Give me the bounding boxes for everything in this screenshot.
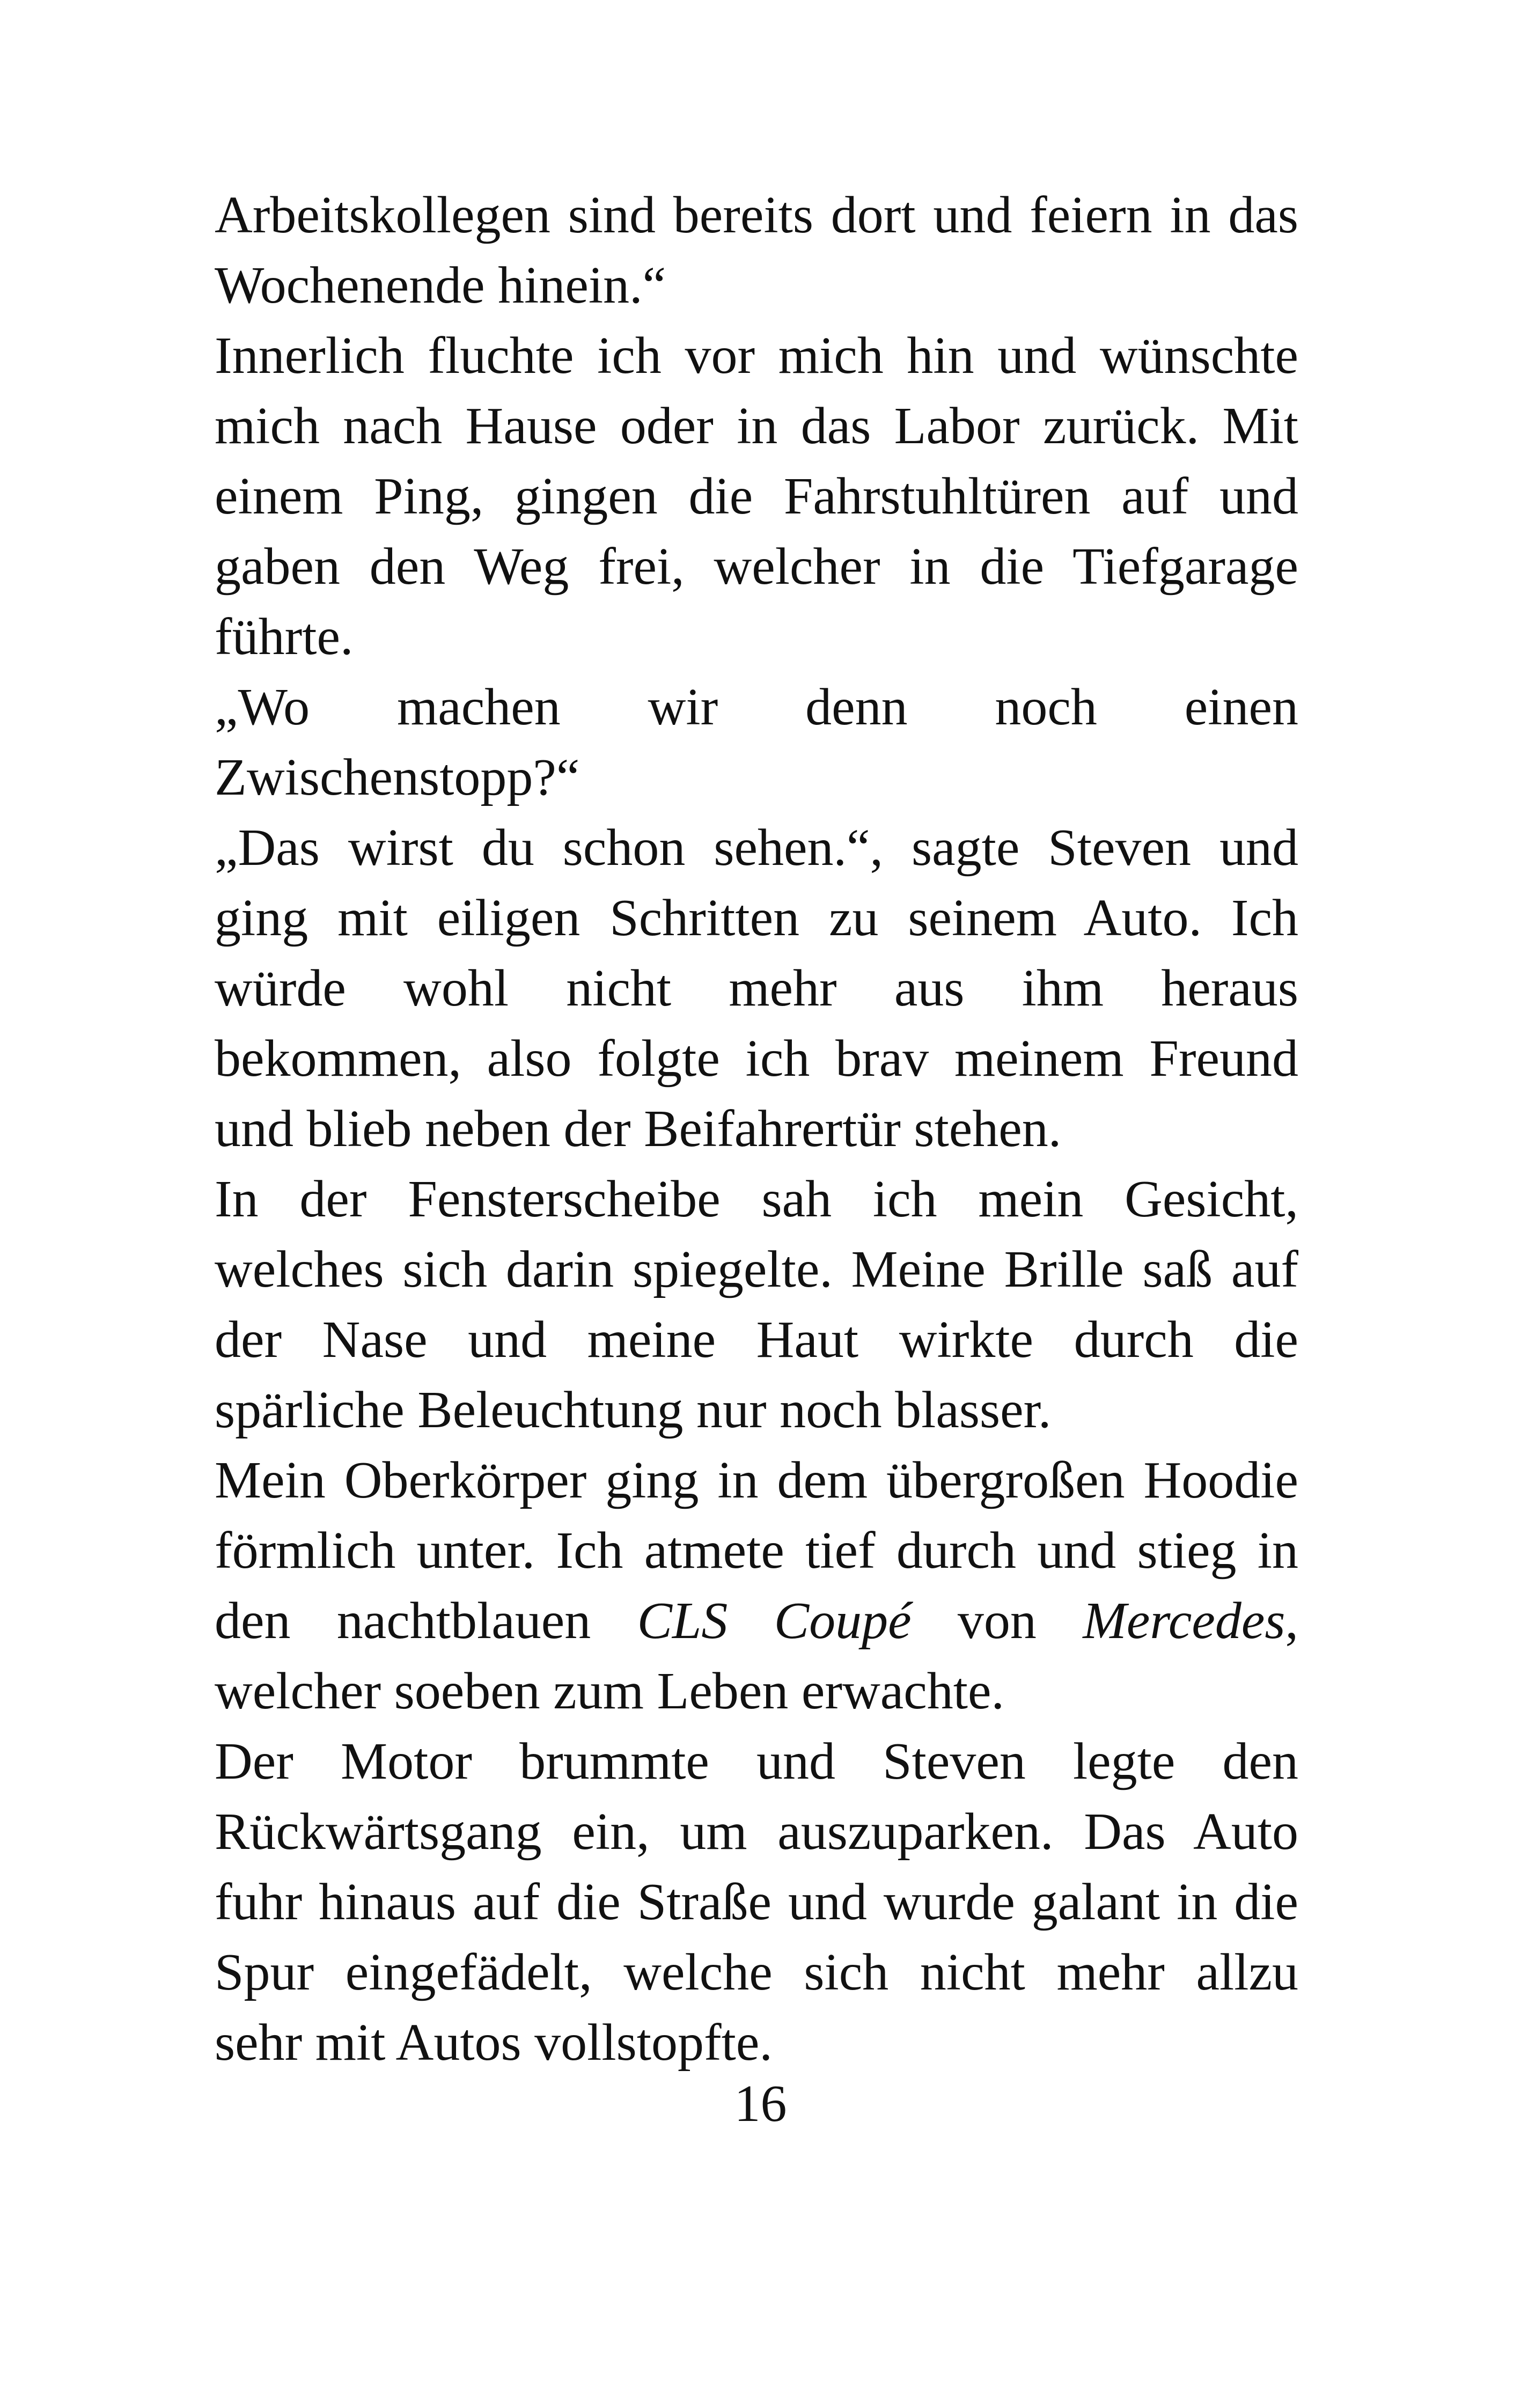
- text-line: [215, 1586, 1298, 1656]
- text-line: spärliche Beleuchtung nur noch blasser.: [215, 1381, 1052, 1439]
- text-line: „Wo machen wir denn noch einen: [215, 678, 1298, 736]
- text-line: führte.: [215, 608, 354, 666]
- text-line: In der Fensterscheibe sah ich mein Gesicht,: [215, 1170, 1298, 1228]
- text-line: welches sich darin spiegelte. Meine Brille saß auf: [215, 1240, 1298, 1298]
- text-line: Wochenende hinein.“: [215, 256, 666, 314]
- text-line: mich nach Hause oder in das Labor zurück. Mit: [215, 397, 1298, 455]
- text-segment: den nachtblauen: [215, 1592, 637, 1650]
- text-line: „Das wirst du schon sehen.“, sagte Steven und: [215, 819, 1298, 877]
- text-line: ging mit eiligen Schritten zu seinem Auto. Ich: [215, 889, 1298, 947]
- text-line: sehr mit Autos vollstopfte.: [215, 2014, 773, 2072]
- text-line: Rückwärtsgang ein, um auszuparken. Das Auto: [215, 1803, 1298, 1861]
- text-line: fuhr hinaus auf die Straße und wurde galant in die: [215, 1873, 1298, 1931]
- text-line: Spur eingefädelt, welche sich nicht mehr allzu: [215, 1943, 1298, 2001]
- text-segment: von: [911, 1592, 1083, 1650]
- text-line: Arbeitskollegen sind bereits dort und feiern in das: [215, 186, 1298, 244]
- italic-text: Mercedes: [1083, 1592, 1285, 1650]
- text-line: Mein Oberkörper ging in dem übergroßen Hoodie: [215, 1451, 1298, 1509]
- text-line: und blieb neben der Beifahrertür stehen.: [215, 1100, 1062, 1158]
- text-line: Innerlich fluchte ich vor mich hin und wünschte: [215, 327, 1298, 385]
- text-line: würde wohl nicht mehr aus ihm heraus: [215, 959, 1298, 1017]
- text-line: der Nase und meine Haut wirkte durch die: [215, 1311, 1298, 1369]
- text-line: gaben den Weg frei, welcher in die Tiefgarage: [215, 538, 1298, 596]
- text-line: welcher soeben zum Leben erwachte.: [215, 1662, 1004, 1720]
- text-line: Zwischenstopp?“: [215, 748, 580, 806]
- text-line: einem Ping, gingen die Fahrstuhltüren auf und: [215, 467, 1298, 525]
- text-segment: ,: [1285, 1592, 1298, 1650]
- text-line: förmlich unter. Ich atmete tief durch und stieg in: [215, 1522, 1298, 1580]
- page-number: 16: [734, 2075, 787, 2133]
- text-line: bekommen, also folgte ich brav meinem Freund: [215, 1030, 1298, 1088]
- text-line: Der Motor brummte und Steven legte den: [215, 1732, 1298, 1790]
- italic-text: CLS Coupé: [637, 1592, 912, 1650]
- body-text: [215, 180, 1298, 2078]
